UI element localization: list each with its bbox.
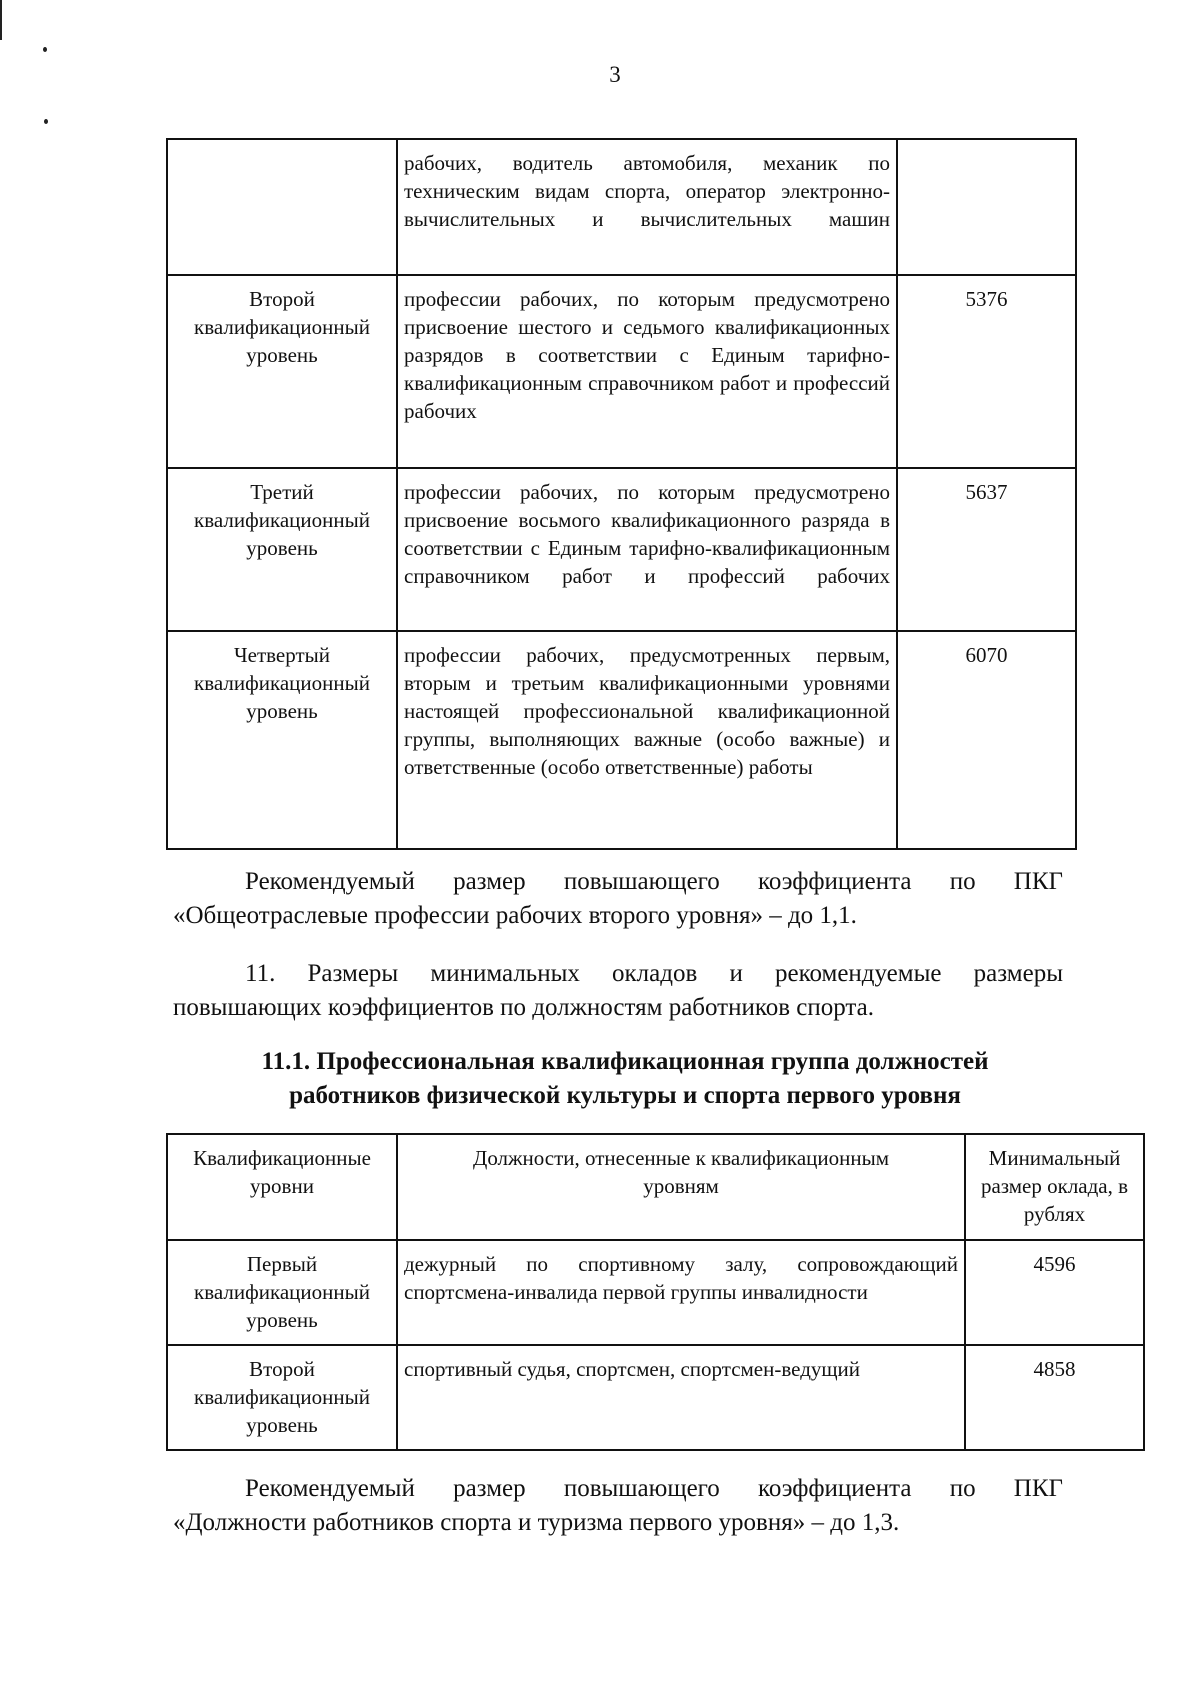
- section-heading: [160, 1045, 1090, 1113]
- level-cell: [167, 139, 397, 275]
- coefficient-paragraph-2: [173, 1472, 1063, 1540]
- level-cell: Второй квалификационный уровень: [167, 1345, 397, 1450]
- salary-cell: 5376: [897, 275, 1076, 468]
- positions-cell: рабочих, водитель автомобиля, механик по техническим видам спорта, оператор электронно-вычислительных и вычислительных машин: [397, 139, 897, 275]
- paragraph-rest: повышающих коэффициентов по должностям работников спорта.: [173, 994, 875, 1021]
- positions-cell: профессии рабочих, по которым предусмотрено присвоение восьмого квалификационного разряда в соответствии с Единым тарифно-квалификационным справочником работ и профессий рабочих: [397, 468, 897, 631]
- page-number: 3: [609, 62, 621, 87]
- qualification-table-continued: [166, 138, 1077, 850]
- header-salary: Минимальный размер оклада, в рублях: [965, 1134, 1144, 1240]
- salary-cell: 4858: [965, 1345, 1144, 1450]
- scan-dot: [44, 119, 48, 124]
- paragraph-first-line: Рекомендуемый размер повышающего коэффициента по ПКГ: [245, 1475, 1063, 1502]
- salary-cell: [897, 139, 1076, 275]
- paragraph-rest: «Общеотраслевые профессии рабочих второго уровня» – до 1,1.: [173, 902, 857, 929]
- positions-cell: дежурный по спортивному залу, сопровождающий спортсмена-инвалида первой группы инвалидности: [397, 1240, 965, 1345]
- salary-cell: 6070: [897, 631, 1076, 849]
- scan-edge-mark: [0, 0, 2, 40]
- table-row: [167, 1240, 1144, 1345]
- level-cell: Второй квалификационный уровень: [167, 275, 397, 468]
- level-cell: Четвертый квалификационный уровень: [167, 631, 397, 849]
- table-row: [167, 1345, 1144, 1450]
- paragraph-first-line: 11. Размеры минимальных окладов и рекомендуемые размеры: [245, 960, 1063, 987]
- section-11-paragraph: [173, 957, 1063, 1025]
- heading-line-1: 11.1. Профессиональная квалификационная группа должностей: [261, 1048, 989, 1075]
- salary-cell: 5637: [897, 468, 1076, 631]
- coefficient-paragraph-1: [173, 865, 1063, 933]
- heading-line-2: работников физической культуры и спорта первого уровня: [289, 1082, 961, 1109]
- positions-cell: профессии рабочих, по которым предусмотрено присвоение шестого и седьмого квалификационных разрядов в соответствии с Единым тарифно-квалификационным справочником работ и профессий рабочих: [397, 275, 897, 468]
- table-header-row: [167, 1134, 1144, 1240]
- table-row: [167, 468, 1076, 631]
- paragraph-first-line: Рекомендуемый размер повышающего коэффициента по ПКГ: [245, 868, 1063, 895]
- header-positions: Должности, отнесенные к квалификационным уровням: [397, 1134, 965, 1240]
- table-row: [167, 275, 1076, 468]
- table-row: [167, 631, 1076, 849]
- level-cell: Третий квалификационный уровень: [167, 468, 397, 631]
- table-row: [167, 139, 1076, 275]
- paragraph-rest: «Должности работников спорта и туризма первого уровня» – до 1,3.: [173, 1509, 900, 1536]
- scan-dot: [43, 47, 47, 52]
- level-cell: Первый квалификационный уровень: [167, 1240, 397, 1345]
- positions-cell: профессии рабочих, предусмотренных первым, вторым и третьим квалификационными уровнями настоящей профессиональной квалификационной группы, выполняющих важные (особо важные) и ответственные (особо ответственные) работы: [397, 631, 897, 849]
- header-level: Квалификационные уровни: [167, 1134, 397, 1240]
- sports-qualification-table: [166, 1133, 1145, 1451]
- salary-cell: 4596: [965, 1240, 1144, 1345]
- positions-cell: спортивный судья, спортсмен, спортсмен-ведущий: [397, 1345, 965, 1450]
